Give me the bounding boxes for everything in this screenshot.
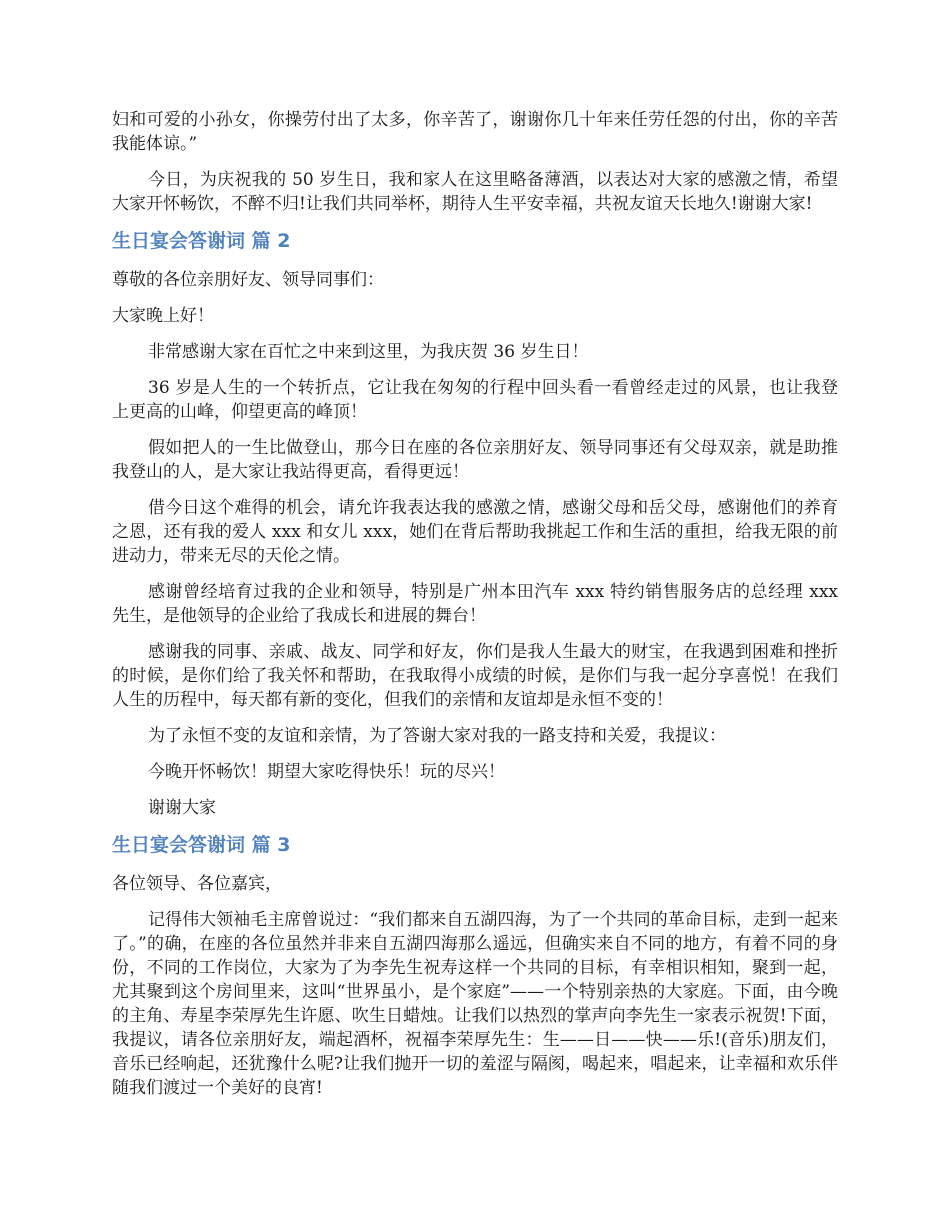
paragraph: 感谢我的同事、亲戚、战友、同学和好友，你们是我人生最大的财宝，在我遇到困难和挫折的时候，是你们给了我关怀和帮助，在我取得小成绩的时候，是你们与我一起分享喜悦！在我们人生的历程中，每天都有新的变化，但我们的亲情和友谊却是永恒不变的！	[112, 642, 838, 710]
paragraph: 妇和可爱的小孙女，你操劳付出了太多，你辛苦了，谢谢你几十年来任劳任怨的付出，你的辛苦我能体谅。”	[112, 110, 838, 154]
paragraph: 感谢曾经培育过我的企业和领导，特别是广州本田汽车 xxx 特约销售服务店的总经理 xxx 先生，是他领导的企业给了我成长和进展的舞台！	[112, 582, 838, 626]
paragraph: 为了永恒不变的友谊和亲情，为了答谢大家对我的一路支持和关爱，我提议：	[148, 726, 726, 746]
paragraph: 借今日这个难得的机会，请允许我表达我的感激之情，感谢父母和岳父母，感谢他们的养育之恩，还有我的爱人 xxx 和女儿 xxx，她们在背后帮助我挑起工作和生活的重担，给我无限的前进动力，带来无尽的天伦之情。	[112, 498, 838, 566]
paragraph: 非常感谢大家在百忙之中来到这里，为我庆贺 36 岁生日！	[148, 342, 589, 362]
closing-line: 谢谢大家	[148, 798, 216, 818]
salutation: 尊敬的各位亲朋好友、领导同事们：	[112, 270, 384, 290]
paragraph: 36 岁是人生的一个转折点，它让我在匆匆的行程中回头看一看曾经走过的风景，也让我登上更高的山峰，仰望更高的峰顶！	[112, 378, 838, 422]
section-heading: 生日宴会答谢词 篇 3	[112, 834, 291, 856]
paragraph: 今晚开怀畅饮！期望大家吃得快乐！玩的尽兴！	[148, 762, 505, 782]
paragraph: 假如把人的一生比做登山，那今日在座的各位亲朋好友、领导同事还有父母双亲，就是助推我登山的人，是大家让我站得更高，看得更远！	[112, 438, 838, 482]
paragraph: 今日，为庆祝我的 50 岁生日，我和家人在这里略备薄酒，以表达对大家的感激之情，希望大家开怀畅饮，不醉不归!让我们共同举杯，期待人生平安幸福，共祝友谊天长地久!谢谢大家!	[112, 170, 838, 214]
paragraph: 记得伟大领袖毛主席曾说过：“我们都来自五湖四海，为了一个共同的革命目标，走到一起来了。”的确，在座的各位虽然并非来自五湖四海那么遥远，但确实来自不同的地方，有着不同的身份，不同的工作岗位，大家为了为李先生祝寿这样一个共同的目标，有幸相识相知，聚到一起，尤其聚到这个房间里来，这叫“世界虽小，是个家庭”——一个特别亲热的大家庭。下面，由今晚的主角、寿星李荣厚先生许愿、吹生日蜡烛。让我们以热烈的掌声向李先生一家表示祝贺!下面，我提议，请各位亲朋好友，端起酒杯，祝福李荣厚先生：生——日——快——乐!(音乐)朋友们，音乐已经响起，还犹豫什么呢?让我们抛开一切的羞涩与隔阂，喝起来，唱起来，让幸福和欢乐伴随我们渡过一个美好的良宵!	[112, 910, 838, 1098]
salutation: 各位领导、各位嘉宾，	[112, 874, 282, 894]
greeting: 大家晚上好！	[112, 306, 214, 326]
section-heading: 生日宴会答谢词 篇 2	[112, 230, 291, 252]
